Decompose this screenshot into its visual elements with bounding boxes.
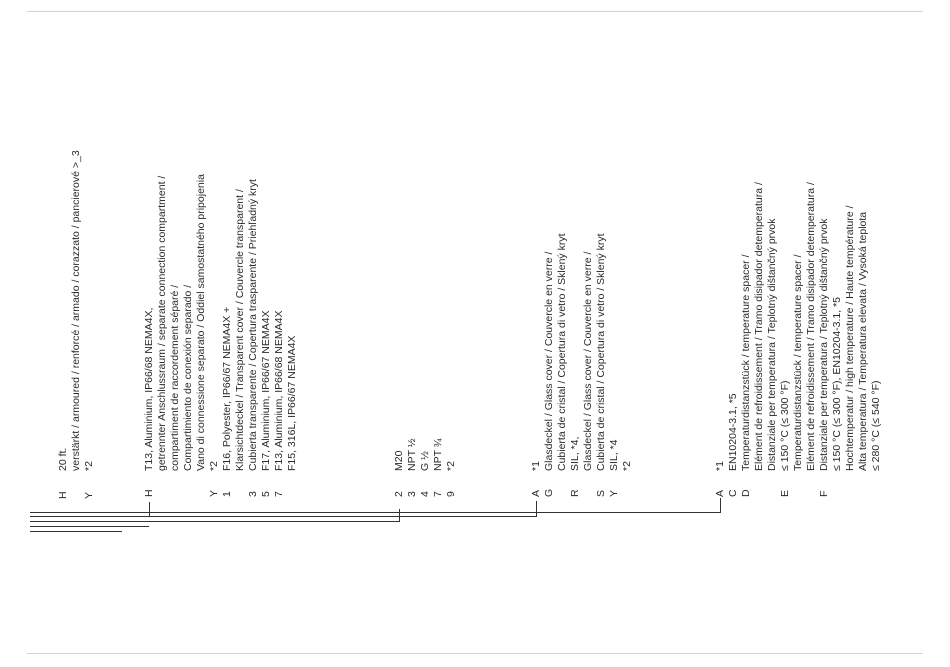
option-text: *2 [445, 461, 457, 471]
option-text: F16, Polyester, IP66/67 NEMA4X + [221, 306, 233, 471]
option-text: SIL, *4, [569, 436, 581, 471]
option-text: *2 [621, 461, 633, 471]
option-code: H [143, 489, 155, 497]
option-text: verstärkt / armoured / renforcé / armado / corazzato / pancierové >_3 [70, 150, 82, 471]
option-text: Cubierta de cristal / Copertura di vetro / Sklený kryt [556, 233, 568, 471]
option-text: F15, 316L, IP66/67 NEMA4X [286, 335, 298, 471]
connector-tick [720, 498, 721, 513]
option-text: F13, Aluminium, IP66/68 NEMA4X [273, 310, 285, 471]
option-text: ≤ 280 °C (≤ 540 °F) [870, 380, 882, 471]
option-text: Cubierta transparente / Copertura trasparente / Priehľadný kryt [247, 179, 259, 471]
connector-tick [399, 509, 400, 522]
option-text: *1 [530, 461, 542, 471]
option-code: Y [608, 489, 620, 497]
option-text: *2 [208, 461, 220, 471]
connector-line [30, 516, 536, 517]
option-text: Compartimiento de conexión separado / [182, 284, 194, 471]
option-text: Cubierta de cristal / Copertura di vetro / Sklený kryt [595, 233, 607, 471]
connector-tick [536, 501, 537, 517]
connector-line [30, 526, 149, 527]
option-code: F [818, 490, 830, 497]
option-text: Temperaturdistanzstück / temperature spacer / [792, 254, 804, 471]
option-code: H [57, 491, 69, 499]
option-text: Temperaturdistanzstück / temperature spacer / [740, 254, 752, 471]
option-code: 3 [406, 491, 418, 497]
connector-line [30, 521, 399, 522]
option-text: EN10204-3.1, *5 [727, 393, 739, 471]
option-text: Elément de refroidissement / Tramo disipador detemperatura / [805, 182, 817, 471]
option-text: Hochtemperatur / high temperature / Haute température / [844, 205, 856, 471]
option-text: Vano di connessione separato / Oddiel samostatného pripojenia [195, 174, 207, 471]
option-code: S [595, 489, 607, 497]
option-code: Y [83, 491, 95, 499]
option-text: compartiment de raccordement séparé / [169, 284, 181, 471]
option-text: Elément de refroidissement / Tramo disipador detemperatura / [753, 182, 765, 471]
option-code: 9 [445, 491, 457, 497]
option-text: ≤ 150 °C (≤ 300 °F), EN10204-3.1, *5 [831, 296, 843, 471]
connector-line [30, 531, 122, 532]
option-text: T13, Aluminium, IP66/68 NEMA4X, [143, 307, 155, 471]
option-text: Distanziale per temperatura / Teplotný dištančný prvok [766, 218, 778, 471]
option-code: 7 [432, 491, 444, 497]
option-text: 20 ft. [57, 447, 69, 471]
connector-line [30, 512, 720, 513]
option-text: F17, Aluminium, IP66/67 NEMA4X [260, 310, 272, 471]
option-text: Distanziale per temperatura / Teplotný dištančný prvok [818, 218, 830, 471]
option-text: *1 [714, 461, 726, 471]
option-text: ≤ 150 °C (≤ 300 °F) [779, 380, 791, 471]
option-code: R [569, 489, 581, 497]
option-text: *2 [83, 461, 95, 471]
option-text: Glasdeckel / Glass cover / Couvercle en verre / [582, 251, 594, 471]
option-code: C [727, 489, 739, 497]
option-text: Alta temperatura / Temperatura elevata / Vysoká teplota [857, 211, 869, 471]
option-code: 4 [419, 491, 431, 497]
option-text: G ½ [419, 451, 431, 471]
option-code: 2 [393, 491, 405, 497]
option-code: E [779, 489, 791, 497]
option-code: D [740, 489, 752, 497]
option-code: 1 [221, 491, 233, 497]
option-text: NPT ½ [406, 438, 418, 471]
option-code: A [530, 489, 542, 497]
option-code: 5 [260, 491, 272, 497]
option-text: M20 [393, 450, 405, 471]
option-text: Klarsichtdeckel / Transparent cover / Couvercle transparent / [234, 189, 246, 471]
option-code: G [543, 488, 555, 497]
option-text: NPT ¾ [432, 438, 444, 471]
connector-tick [149, 502, 150, 517]
option-code: Y [208, 489, 220, 497]
option-text: getrennter Anschlussraum / separate connection compartment / [156, 175, 168, 471]
option-text: Glasdeckel / Glass cover / Couvercle en verre / [543, 251, 555, 471]
option-text: SIL, *4 [608, 439, 620, 471]
option-code: A [714, 489, 726, 497]
option-code: 7 [273, 491, 285, 497]
option-code: 3 [247, 491, 259, 497]
